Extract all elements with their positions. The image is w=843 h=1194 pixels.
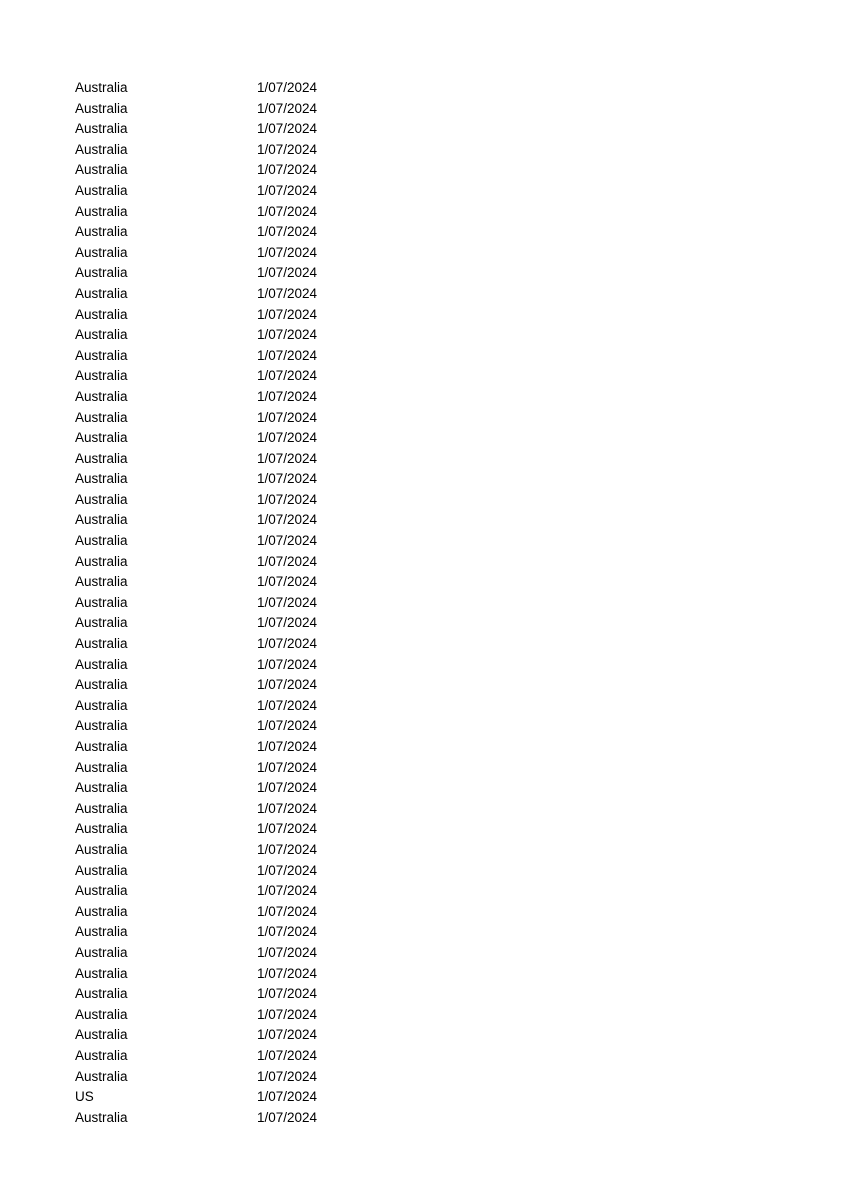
date-cell: 1/07/2024 bbox=[257, 697, 318, 713]
date-cell: 1/07/2024 bbox=[257, 182, 318, 198]
country-cell: Australia bbox=[75, 265, 128, 281]
table-row bbox=[0, 449, 843, 470]
date-cell: 1/07/2024 bbox=[257, 718, 318, 734]
table-row bbox=[0, 964, 843, 985]
table-row bbox=[0, 1087, 843, 1108]
table-row bbox=[0, 243, 843, 264]
country-cell: Australia bbox=[75, 924, 128, 940]
table-row bbox=[0, 428, 843, 449]
country-cell: Australia bbox=[75, 1109, 128, 1125]
table-row bbox=[0, 510, 843, 531]
table-row bbox=[0, 387, 843, 408]
table-row bbox=[0, 366, 843, 387]
date-cell: 1/07/2024 bbox=[257, 1047, 318, 1063]
table-row bbox=[0, 778, 843, 799]
table-row bbox=[0, 552, 843, 573]
country-cell: Australia bbox=[75, 388, 128, 404]
country-cell: Australia bbox=[75, 1027, 128, 1043]
table-row bbox=[0, 531, 843, 552]
date-cell: 1/07/2024 bbox=[257, 368, 318, 384]
country-cell: Australia bbox=[75, 759, 128, 775]
table-row bbox=[0, 675, 843, 696]
date-cell: 1/07/2024 bbox=[257, 244, 318, 260]
country-cell: Australia bbox=[75, 80, 128, 95]
table-row bbox=[0, 655, 843, 676]
date-cell: 1/07/2024 bbox=[257, 739, 318, 754]
table-row bbox=[0, 346, 843, 367]
date-cell: 1/07/2024 bbox=[257, 780, 318, 796]
date-cell: 1/07/2024 bbox=[257, 759, 318, 775]
date-cell: 1/07/2024 bbox=[257, 1006, 318, 1022]
table-row bbox=[0, 881, 843, 902]
date-cell: 1/07/2024 bbox=[257, 677, 318, 693]
date-cell: 1/07/2024 bbox=[257, 821, 318, 837]
country-cell: Australia bbox=[75, 862, 128, 878]
date-cell: 1/07/2024 bbox=[257, 430, 318, 446]
country-cell: Australia bbox=[75, 841, 128, 857]
date-cell: 1/07/2024 bbox=[257, 491, 318, 507]
table-row bbox=[0, 593, 843, 614]
table-row bbox=[0, 634, 843, 655]
date-cell: 1/07/2024 bbox=[257, 141, 318, 157]
table-row bbox=[0, 469, 843, 490]
table-row bbox=[0, 305, 843, 326]
table-row bbox=[0, 819, 843, 840]
date-cell: 1/07/2024 bbox=[257, 512, 318, 528]
date-cell: 1/07/2024 bbox=[257, 327, 318, 343]
date-cell: 1/07/2024 bbox=[257, 224, 318, 240]
country-cell: Australia bbox=[75, 677, 128, 693]
country-cell: Australia bbox=[75, 986, 128, 1002]
date-cell: 1/07/2024 bbox=[257, 100, 318, 116]
date-cell: 1/07/2024 bbox=[257, 636, 318, 652]
spreadsheet-print-page bbox=[0, 78, 843, 1128]
country-cell: Australia bbox=[75, 368, 128, 384]
date-cell: 1/07/2024 bbox=[257, 347, 318, 363]
date-cell: 1/07/2024 bbox=[257, 965, 318, 981]
date-cell: 1/07/2024 bbox=[257, 924, 318, 940]
country-cell: Australia bbox=[75, 944, 128, 960]
country-cell: Australia bbox=[75, 697, 128, 713]
date-cell: 1/07/2024 bbox=[257, 862, 318, 878]
date-cell: 1/07/2024 bbox=[257, 80, 318, 95]
date-cell: 1/07/2024 bbox=[257, 903, 318, 919]
country-cell: Australia bbox=[75, 800, 128, 816]
country-cell: Australia bbox=[75, 780, 128, 796]
date-cell: 1/07/2024 bbox=[257, 841, 318, 857]
table-row bbox=[0, 716, 843, 737]
country-cell: Australia bbox=[75, 533, 128, 549]
table-row bbox=[0, 222, 843, 243]
table-row bbox=[0, 1025, 843, 1046]
country-cell: Australia bbox=[75, 965, 128, 981]
table-row bbox=[0, 696, 843, 717]
date-cell: 1/07/2024 bbox=[257, 388, 318, 404]
country-cell: Australia bbox=[75, 1047, 128, 1063]
country-cell: Australia bbox=[75, 1006, 128, 1022]
date-cell: 1/07/2024 bbox=[257, 121, 318, 137]
country-cell: Australia bbox=[75, 244, 128, 260]
date-cell: 1/07/2024 bbox=[257, 533, 318, 549]
date-cell: 1/07/2024 bbox=[257, 1109, 318, 1125]
date-cell: 1/07/2024 bbox=[257, 800, 318, 816]
table-row bbox=[0, 943, 843, 964]
table-row bbox=[0, 737, 843, 758]
country-cell: Australia bbox=[75, 285, 128, 301]
country-cell: Australia bbox=[75, 821, 128, 837]
country-cell: Australia bbox=[75, 141, 128, 157]
country-cell: Australia bbox=[75, 430, 128, 446]
country-cell: Australia bbox=[75, 903, 128, 919]
country-cell: Australia bbox=[75, 739, 128, 754]
date-cell: 1/07/2024 bbox=[257, 265, 318, 281]
country-cell: Australia bbox=[75, 409, 128, 425]
country-cell: Australia bbox=[75, 121, 128, 137]
date-cell: 1/07/2024 bbox=[257, 409, 318, 425]
country-cell: Australia bbox=[75, 306, 128, 322]
table-row bbox=[0, 408, 843, 429]
country-cell: Australia bbox=[75, 471, 128, 487]
country-cell: Australia bbox=[75, 656, 128, 672]
table-row bbox=[0, 861, 843, 882]
date-cell: 1/07/2024 bbox=[257, 1089, 318, 1105]
table-row bbox=[0, 160, 843, 181]
table-row bbox=[0, 799, 843, 820]
table-row bbox=[0, 922, 843, 943]
country-cell: Australia bbox=[75, 347, 128, 363]
table-row bbox=[0, 1005, 843, 1026]
table-row bbox=[0, 490, 843, 511]
country-cell: Australia bbox=[75, 224, 128, 240]
table-row bbox=[0, 902, 843, 923]
country-cell: US bbox=[75, 1089, 94, 1105]
country-cell: Australia bbox=[75, 718, 128, 734]
table-row bbox=[0, 78, 843, 99]
table-row bbox=[0, 202, 843, 223]
country-cell: Australia bbox=[75, 512, 128, 528]
country-cell: Australia bbox=[75, 883, 128, 899]
country-cell: Australia bbox=[75, 615, 128, 631]
date-cell: 1/07/2024 bbox=[257, 471, 318, 487]
date-cell: 1/07/2024 bbox=[257, 883, 318, 899]
date-cell: 1/07/2024 bbox=[257, 162, 318, 178]
date-cell: 1/07/2024 bbox=[257, 656, 318, 672]
date-cell: 1/07/2024 bbox=[257, 594, 318, 610]
date-cell: 1/07/2024 bbox=[257, 1068, 318, 1084]
country-cell: Australia bbox=[75, 203, 128, 219]
date-cell: 1/07/2024 bbox=[257, 986, 318, 1002]
date-cell: 1/07/2024 bbox=[257, 450, 318, 466]
date-cell: 1/07/2024 bbox=[257, 553, 318, 569]
date-cell: 1/07/2024 bbox=[257, 615, 318, 631]
date-cell: 1/07/2024 bbox=[257, 285, 318, 301]
country-cell: Australia bbox=[75, 162, 128, 178]
table-row bbox=[0, 181, 843, 202]
country-cell: Australia bbox=[75, 327, 128, 343]
country-cell: Australia bbox=[75, 574, 128, 590]
country-cell: Australia bbox=[75, 491, 128, 507]
table-row bbox=[0, 99, 843, 120]
table-row bbox=[0, 140, 843, 161]
table-row bbox=[0, 1046, 843, 1067]
table-row bbox=[0, 572, 843, 593]
country-cell: Australia bbox=[75, 1068, 128, 1084]
table-row bbox=[0, 1108, 843, 1129]
country-cell: Australia bbox=[75, 553, 128, 569]
table-row bbox=[0, 263, 843, 284]
country-cell: Australia bbox=[75, 100, 128, 116]
country-cell: Australia bbox=[75, 182, 128, 198]
table-row bbox=[0, 613, 843, 634]
table-row bbox=[0, 119, 843, 140]
date-cell: 1/07/2024 bbox=[257, 1027, 318, 1043]
country-cell: Australia bbox=[75, 636, 128, 652]
country-cell: Australia bbox=[75, 594, 128, 610]
table-row bbox=[0, 1067, 843, 1088]
table-row bbox=[0, 758, 843, 779]
country-cell: Australia bbox=[75, 450, 128, 466]
date-cell: 1/07/2024 bbox=[257, 203, 318, 219]
table-row bbox=[0, 284, 843, 305]
table-row bbox=[0, 840, 843, 861]
date-cell: 1/07/2024 bbox=[257, 944, 318, 960]
date-cell: 1/07/2024 bbox=[257, 574, 318, 590]
table-row bbox=[0, 325, 843, 346]
date-cell: 1/07/2024 bbox=[257, 306, 318, 322]
table-row bbox=[0, 984, 843, 1005]
